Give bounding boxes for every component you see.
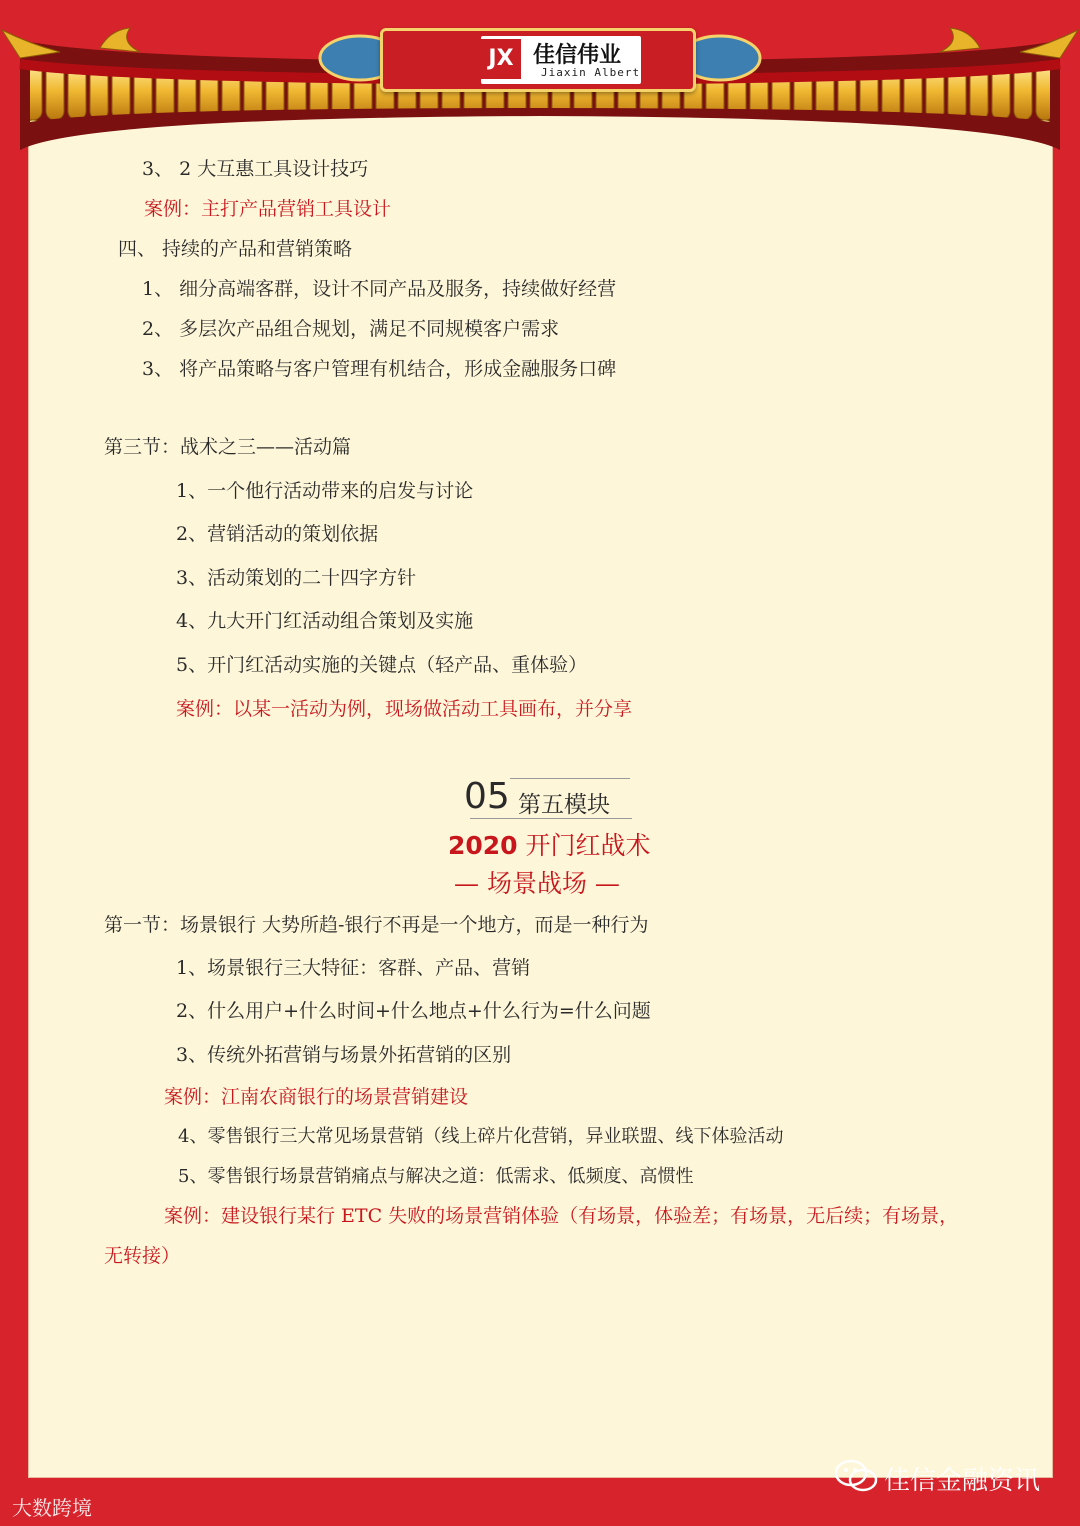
module-subtitle-text: 开门红战术 <box>517 831 651 860</box>
module-number: 05 <box>464 776 510 817</box>
list-item: 1、一个他行活动带来的启发与讨论 <box>176 480 474 502</box>
module-divider-bottom <box>470 818 632 819</box>
list-item: 4、零售银行三大常见场景营销（线上碎片化营销，异业联盟、线下体验活动 <box>178 1126 784 1147</box>
case-note-continued: 无转接） <box>104 1245 181 1267</box>
module-subtitle-2: — 场景战场 — <box>454 869 620 898</box>
module-subtitle <box>448 826 651 862</box>
watermark-left: 大数跨境 <box>12 1496 92 1520</box>
case-note: 案例：主打产品营销工具设计 <box>144 198 392 220</box>
section-heading: 第三节：战术之三——活动篇 <box>104 436 352 458</box>
list-item: 1、场景银行三大特征：客群、产品、营销 <box>176 957 531 979</box>
logo-mark: JX <box>481 39 521 79</box>
wechat-icon <box>834 1458 878 1494</box>
module-divider-top <box>510 778 630 779</box>
watermark-right: 佳信金融资讯 <box>884 1466 1041 1496</box>
list-item: 5、零售银行场景营销痛点与解决之道：低需求、低频度、高惯性 <box>178 1166 694 1187</box>
list-item: 3、传统外拓营销与场景外拓营销的区别 <box>176 1044 512 1066</box>
case-note: 案例：江南农商银行的场景营销建设 <box>164 1086 469 1108</box>
list-item: 4、九大开门红活动组合策划及实施 <box>176 610 474 632</box>
module-title: 第五模块 <box>518 792 610 818</box>
logo-chinese-name: 佳信伟业 <box>533 43 622 68</box>
list-item: 2、什么用户+什么时间+什么地点+什么行为=什么问题 <box>176 1000 651 1022</box>
list-item: 3、 2 大互惠工具设计技巧 <box>142 158 369 180</box>
list-item: 5、开门红活动实施的关键点（轻产品、重体验） <box>176 654 588 676</box>
case-note: 案例：建设银行某行 ETC 失败的场景营销体验（有场景，体验差；有场景，无后续；有场景， <box>164 1205 959 1227</box>
list-item: 2、 多层次产品组合规划，满足不同规模客户需求 <box>142 318 560 340</box>
case-note: 案例：以某一活动为例，现场做活动工具画布，并分享 <box>176 698 633 720</box>
section-heading: 四、 持续的产品和营销策略 <box>118 238 353 260</box>
logo-english-name: Jiaxin Albert <box>541 66 641 79</box>
section-heading: 第一节：场景银行 大势所趋-银行不再是一个地方，而是一种行为 <box>104 914 649 936</box>
module-year: 2020 <box>448 831 518 860</box>
list-item: 3、 将产品策略与客户管理有机结合，形成金融服务口碑 <box>142 358 617 380</box>
list-item: 2、营销活动的策划依据 <box>176 523 379 545</box>
brand-logo <box>380 28 696 92</box>
list-item: 3、活动策划的二十四字方针 <box>176 567 417 589</box>
list-item: 1、 细分高端客群，设计不同产品及服务，持续做好经营 <box>142 278 617 300</box>
